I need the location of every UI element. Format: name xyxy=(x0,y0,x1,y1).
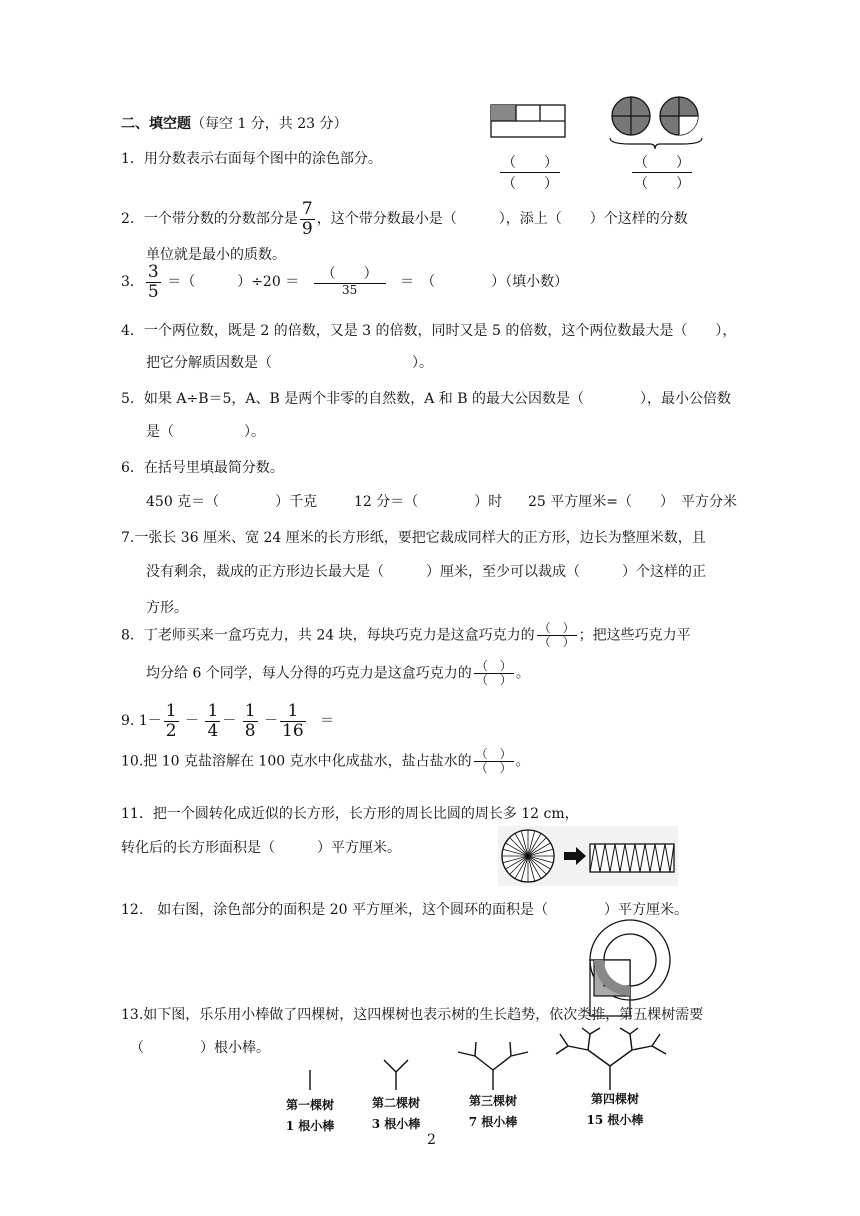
q3-denominator-1: 5 xyxy=(147,281,159,302)
q8-post: ；把这些巧克力平 xyxy=(578,627,691,644)
q9-den-3: 8 xyxy=(244,720,256,741)
tree-3 xyxy=(458,1042,528,1090)
question-13-line2: （ ）根小棒。 xyxy=(130,1040,270,1056)
q3-tail: ＝ （ ）（填小数） xyxy=(400,274,569,291)
q8-numerator-1[interactable]: （ ） xyxy=(538,621,575,635)
q12-ring-figure xyxy=(588,918,674,1018)
tree-2 xyxy=(384,1060,408,1090)
q9-fraction-1 xyxy=(164,702,179,740)
question-5-line1: 5．如果 A÷B＝5，A、B 是两个非零的自然数，A 和 B 的最大公因数是（ ），最小公倍数 xyxy=(121,391,731,407)
question-8-line2 xyxy=(146,660,530,687)
tree-4-count: 15 根小棒 xyxy=(586,1113,644,1127)
q1-answer-1[interactable] xyxy=(500,152,560,193)
q9-minus-3: － xyxy=(264,713,279,730)
tree-3-name: 第三棵树 xyxy=(468,1094,517,1108)
q1-answer-2-num[interactable]: （ ） xyxy=(632,152,692,173)
q9-den-4: 16 xyxy=(282,720,304,741)
q9-fraction-2 xyxy=(205,702,220,740)
question-5-line2: 是（ ）。 xyxy=(146,424,265,440)
q8-line2-text: 均分给 6 个同学，每人分得的巧克力是这盒巧克力的 xyxy=(146,665,472,682)
question-11-line2: 转化后的长方形面积是（ ）平方厘米。 xyxy=(121,840,401,856)
q10-pre: 10.把 10 克盐溶解在 100 克水中化成盐水，盐占盐水的 xyxy=(121,753,472,770)
q3-fraction-1 xyxy=(146,263,161,301)
q6-item-a: 450 克＝（ ）千克 xyxy=(146,494,318,510)
q10-numerator[interactable]: （ ） xyxy=(475,747,512,761)
q9-minus-1: － xyxy=(185,713,200,730)
q2-fraction xyxy=(300,200,315,238)
q2-pre: 2．一个带分数的分数部分是 xyxy=(121,211,298,228)
q9-fraction-4 xyxy=(280,702,306,740)
q8-fraction-1[interactable] xyxy=(537,622,577,649)
tree-figures xyxy=(270,1026,690,1096)
tree-2-count: 3 根小棒 xyxy=(371,1117,421,1131)
question-13-line1: 13.如下图，乐乐用小棒做了四棵树，这四棵树也表示树的生长趋势，依次类推，第五棵树需要 xyxy=(121,1007,704,1023)
question-11-line1: 11．把一个圆转化成近似的长方形，长方形的周长比圆的周长多 12 cm， xyxy=(121,806,579,822)
q3-lead: 3． xyxy=(121,274,144,291)
q2-numerator: 7 xyxy=(301,199,313,219)
page-number: 2 xyxy=(427,1132,436,1148)
q9-minus-2: － xyxy=(222,713,237,730)
q6-item-b: 12 分＝（ ）时 xyxy=(354,494,503,510)
question-2 xyxy=(121,200,688,238)
tree-3-label xyxy=(465,1092,521,1130)
tree-1-name: 第一棵树 xyxy=(285,1098,334,1112)
q9-lead: 9. xyxy=(121,713,135,730)
q1-answer-1-den[interactable]: （ ） xyxy=(502,176,558,192)
q9-num-4: 1 xyxy=(280,702,306,722)
q9-equals: ＝ xyxy=(320,713,335,730)
q1-rectangle-figure xyxy=(490,104,566,138)
question-7-line2: 没有剩余，裁成的正方形边长最大是（ ）厘米，至少可以裁成（ ）个这样的正 xyxy=(146,564,706,580)
question-8-line1 xyxy=(121,622,691,649)
q3-numerator-2[interactable]: （ ） xyxy=(314,267,386,283)
tree-1-count: 1 根小棒 xyxy=(285,1119,335,1133)
q10-end: 。 xyxy=(515,753,530,770)
q2-denominator: 9 xyxy=(301,218,313,239)
q9-num-2: 1 xyxy=(207,701,219,721)
q1-answer-2-den[interactable]: （ ） xyxy=(634,176,690,192)
tree-1-label xyxy=(282,1096,338,1134)
q3-fraction-2 xyxy=(314,267,386,297)
tree-4-name: 第四棵树 xyxy=(590,1092,639,1106)
q9-den-1: 2 xyxy=(165,720,177,741)
q8-fraction-2[interactable] xyxy=(474,660,514,687)
q1-answer-2[interactable] xyxy=(632,152,692,193)
tree-3-count: 7 根小棒 xyxy=(468,1115,518,1129)
question-9 xyxy=(121,702,334,740)
tree-2-name: 第二棵树 xyxy=(371,1096,420,1110)
q8-denominator-2[interactable]: （ ） xyxy=(475,673,512,688)
question-1: 1．用分数表示右面每个图中的涂色部分。 xyxy=(121,151,382,167)
q8-denominator-1[interactable]: （ ） xyxy=(538,635,575,650)
q6-item-c: 25 平方厘米=（ ） 平方分米 xyxy=(528,494,737,510)
q9-num-1: 1 xyxy=(165,701,177,721)
tree-4-label xyxy=(582,1090,648,1128)
q3-numerator-1: 3 xyxy=(147,262,159,282)
question-4-line1: 4．一个两位数，既是 2 的倍数，又是 3 的倍数，同时又是 5 的倍数，这个两位数最大是（ ）， xyxy=(121,323,737,339)
section-note: （每空 1 分，共 23 分） xyxy=(191,116,348,132)
q9-den-2: 4 xyxy=(207,720,219,741)
q11-circle-to-rectangle-figure xyxy=(498,826,678,886)
q8-numerator-2[interactable]: （ ） xyxy=(475,659,512,673)
question-6-line1: 6．在括号里填最简分数。 xyxy=(121,460,284,476)
question-12: 12. 如右图，涂色部分的面积是 20 平方厘米，这个圆环的面积是（ ）平方厘米。 xyxy=(121,902,688,918)
question-4-line2: 把它分解质因数是（ ）。 xyxy=(146,355,433,371)
q9-fraction-3 xyxy=(243,702,258,740)
question-3 xyxy=(121,263,568,301)
q1-circles-figure xyxy=(606,94,706,150)
question-7-line1: 7.一张长 36 厘米、宽 24 厘米的长方形纸，要把它裁成同样大的正方形，边长为整厘米数，且 xyxy=(121,530,706,546)
q9-one: 1－ xyxy=(138,713,162,730)
question-2-line2: 单位就是最小的质数。 xyxy=(146,247,286,263)
q8-end: 。 xyxy=(515,665,530,682)
section-title xyxy=(121,113,348,133)
q1-answer-1-num[interactable]: （ ） xyxy=(500,152,560,173)
q2-post: ，这个带分数最小是（ ），添上（ ）个这样的分数 xyxy=(316,211,688,228)
tree-4 xyxy=(556,1028,666,1090)
tree-2-label xyxy=(368,1094,424,1132)
question-10 xyxy=(121,748,530,775)
q3-denominator-2: 35 xyxy=(342,282,358,297)
q9-num-3: 1 xyxy=(244,701,256,721)
q3-mid: ＝（ ）÷20 ＝ xyxy=(167,274,300,291)
question-7-line3: 方形。 xyxy=(146,600,188,616)
section-heading: 二、填空题 xyxy=(121,116,191,132)
q10-fraction[interactable] xyxy=(474,748,514,775)
q10-denominator[interactable]: （ ） xyxy=(475,761,512,776)
q8-pre: 8．丁老师买来一盒巧克力，共 24 块，每块巧克力是这盒巧克力的 xyxy=(121,627,535,644)
